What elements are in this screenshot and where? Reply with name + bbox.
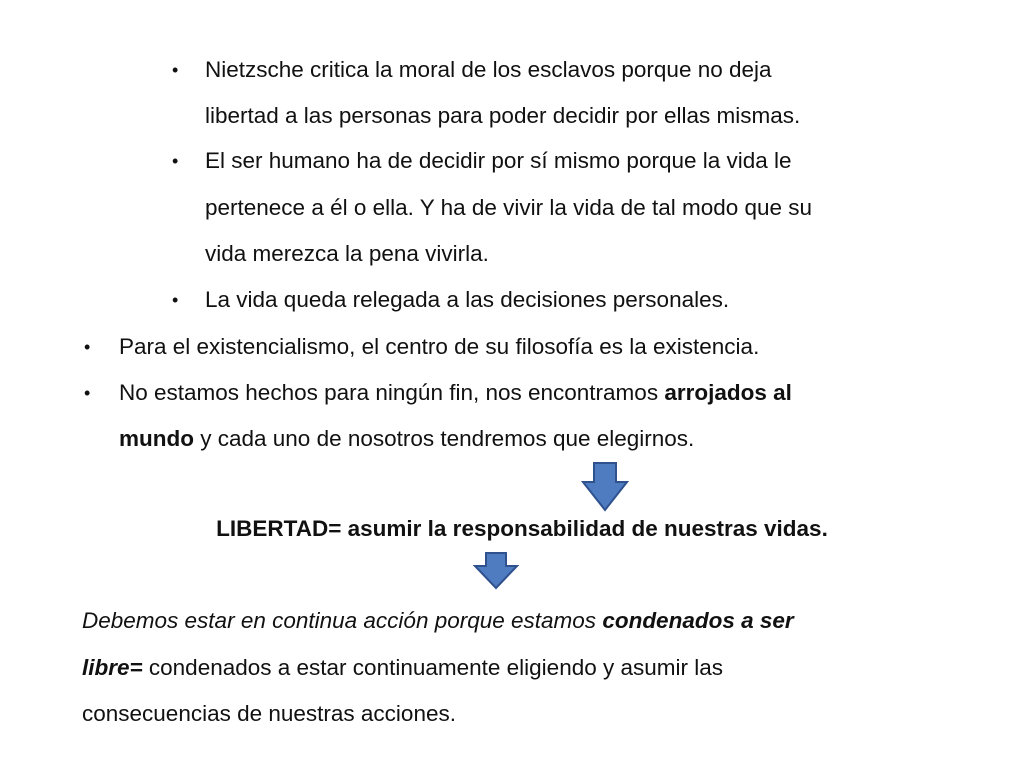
conclusion-line-1 — [82, 607, 794, 635]
down-arrow-icon — [581, 462, 629, 512]
bullet-marker: • — [172, 151, 179, 171]
conclusion-plain: condenados a estar continuamente eligiendo y asumir las — [142, 655, 724, 680]
main-bullet-2-plain-2: y cada uno de nosotros tendremos que elegirnos. — [193, 426, 695, 451]
bullet-marker: • — [172, 290, 179, 310]
sub-bullet-2-line-1: El ser humano ha de decidir por sí mismo porque la vida le — [205, 148, 792, 173]
definition-text: LIBERTAD= asumir la responsabilidad de nuestras vidas. — [216, 516, 828, 541]
main-bullet-2-plain: No estamos hechos para ningún fin, nos encontramos — [119, 380, 665, 405]
conclusion-italic: Debemos estar en continua acción porque estamos — [82, 608, 603, 633]
sub-bullet-1-line-2: libertad a las personas para poder decidir por ellas mismas. — [205, 103, 801, 128]
bullet-marker: • — [84, 337, 91, 357]
main-bullet-1-text: Para el existencialismo, el centro de su filosofía es la existencia. — [119, 334, 760, 359]
main-bullet-2-line-1 — [119, 379, 792, 407]
down-arrow-icon — [473, 552, 519, 590]
conclusion-emphasis-2: libre= — [82, 655, 143, 680]
sub-bullet-2-line-3: vida merezca la pena vivirla. — [205, 241, 489, 266]
bullet-marker: • — [84, 383, 91, 403]
bullet-marker: • — [172, 60, 179, 80]
main-bullet-2-emphasis: arrojados al — [664, 380, 792, 405]
conclusion-line-3: consecuencias de nuestras acciones. — [82, 701, 456, 726]
main-bullet-2-line-2 — [119, 425, 694, 453]
main-bullet-2-emphasis-2: mundo — [119, 426, 194, 451]
sub-bullet-1-line-1: Nietzsche critica la moral de los esclavos porque no deja — [205, 57, 772, 82]
sub-bullet-3-line-1: La vida queda relegada a las decisiones personales. — [205, 287, 730, 312]
sub-bullet-2-line-2: pertenece a él o ella. Y ha de vivir la vida de tal modo que su — [205, 195, 813, 220]
conclusion-emphasis: condenados a ser — [602, 608, 794, 633]
conclusion-line-2 — [82, 654, 723, 682]
